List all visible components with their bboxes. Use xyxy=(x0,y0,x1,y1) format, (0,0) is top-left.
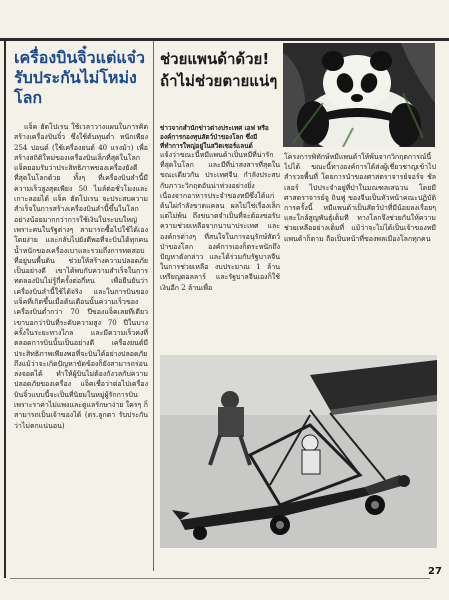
panda-image xyxy=(283,43,435,147)
bottom-rule xyxy=(10,578,430,579)
ultralight-plane-image xyxy=(160,355,437,548)
panda-article-body-col2: โครงการพิทักษ์หมีแพนด้าให้พ้นจากวิกฤตการณ์นี้ไปได้ ขณะนี้ทางองค์การได้ส่งผู้เชี่ยวชาญเข้าไปสำรวจพื้นที่ โดยการนำของศาสตราจารย์จอร์จ ชัลเลอร์ ไปประจำอยู่ที่ป่าในมณฑลเสฉวน โดยมีศาสตราจารย์จู ถินฟู ของจีนเป็นหัวหน้าคณะปฏิบัติการครั้งนี้ หมีแพนด้าเป็นสัตว์ป่าที่มีน้อยลงเรื่อยๆ และใกล้สูญพันธุ์เต็มที ทางโลกจึงช่วยกันให้ความช่วยเหลืออย่างเต็มที่ แม้ว่าจะไม่ได้เป็นเจ้าของหมีแพนด้าก็ตาม ถือเป็นหน้าที่ของพลเมืองโลกทุกคน xyxy=(284,153,436,243)
airplane-article-body: แจ็ค ฮัดโปเรน ใช้เวลาวางแผนในการคิดสร้างเครื่องบินจิ๋ว ซึ่งใช้ต้นทุนต่ำ หนักเพียง 254 ปอนด์ (ใช้เครื่องยนต์ 40 แรงม้า) เพื่อสร้างสถิติใหม่ของเครื่องบินเล็กที่สุดในโลก แจ็คยอมรับว่าประสิทธิภาพของเครื่องยังดีที่สุดในโลกด้วย ทั้งๆ ที่เครื่องบินลำนี้มีความเร็วสูงสุดเพียง 50 ไมล์ต่อชั่วโมงและเกาะลอยได้ แจ็ค ฮัดโปเรน จะประสบความสำเร็จในการสร้างเครื่องบินลำนี้ขึ้นในโลกอย่างน้อยมากกว่าการใช้เงินในระบบใหญ่ เพราะคนในรัฐต่างๆ สามารถซื้อไปใช้ได้เองโดยง่าย และกลับไปยังดีพอที่จะบินได้ทุกคน น้ำหนักของเครื่องเบาและรวมถึงการทดสอบที่อยู่บนพื้นดิน ช่วยให้สร้างความปลอดภัยเป็นอย่างดี เขาได้พบกับความสำเร็จในการทดลองบินไม่รู้กี่ครั้งต่อกี่หน เพื่อยืนยันว่าเครื่องบินลำนี้ใช้ได้จริง และในการบินของแจ็คที่เกิดขึ้นเมื่อต้นเดือนนั้นความเร็วของเครื่องบินต่ำกว่า 70 ปีของแจ็คเลยทีเดียว เขาบอกว่าบินที่ระดับความสูง 70 ปีในบางครั้งในระยะทางไกล และมีความเร็วคงที่ตลอดการบินนั้นเป็นอย่างดี เครื่องยนต์มีประสิทธิภาพเพียงพอที่จะบินได้อย่างปลอดภัย ถึงแม้ว่าจะเกิดปัญหาขัดข้องก็ยังสามารถร่อนลงจอดได้ ทำให้ผู้บินไม่ต้องกังวลกับความปลอดภัยของเครื่อง แจ็คเชื่อว่าต่อไปเครื่องบินจิ๋วแบบนี้จะเป็นที่นิยมในหมู่ผู้รักการบิน เพราะราคาไม่แพงและดูแลรักษาง่าย ใครๆ ก็สามารถเป็นเจ้าของได้ (ตร.ลูกตา รับประกันว่าไม่ตกแน่นอน) xyxy=(14,123,148,430)
page-number: 27 xyxy=(428,566,442,577)
panda-photo xyxy=(283,43,435,147)
left-rule xyxy=(4,38,6,578)
airplane-article-headline: เครื่องบินจิ๋วแต่แจ๋ว รับประกันไม่โหม่งโลก xyxy=(14,48,146,107)
ultralight-plane-photo xyxy=(160,355,437,548)
panda-article-intro: ข่าวจากสำนักข่าวต่างประเทศ เอฟ หรือองค์การกองทุนสัตว์ป่าของโลก ซึ่งมีที่ทำการใหญ่อยู่ในสวิตเซอร์แลนด์ xyxy=(160,124,269,150)
panda-article-body-col1: แจ้งว่าขณะนี้หมีแพนด้าเป็นหมีที่น่ารักที่สุดในโลก และมีที่น่าสงสารที่สุดในขณะเดียวกัน ประเทศจีน กำลังประสบกับภาวะวิกฤตอันน่าห่วงอย่างยิ่ง เนื่องจากอาหารประจำของหมีซึ่งได้แก่ต้นไผ่กำลังขาดแคลน ผลไม่ใช่เรื่องเล็กแต่ไม่พ้น ถึงขนาดจำเป็นที่จะต้องขอรับความช่วยเหลือจากนานาประเทศ และองค์กรต่างๆ ที่สนใจในการอนุรักษ์สัตว์ป่าของโลก องค์การเองก็ตระหนักถึงปัญหาดังกล่าว และได้ร่วมกับรัฐบาลจีนในการช่วยเหลือ งบประมาณ 1 ล้านเหรียญดอลลาร์ และรัฐบาลจีนเองก็ใช้เงินอีก 2 ล้านเพื่อ xyxy=(160,151,280,292)
panda-article-headline: ช่วยแพนด้าด้วย! ถ้าไม่ช่วยตายแน่ๆ xyxy=(160,50,278,90)
column-divider xyxy=(153,41,154,571)
top-rule xyxy=(0,38,449,41)
